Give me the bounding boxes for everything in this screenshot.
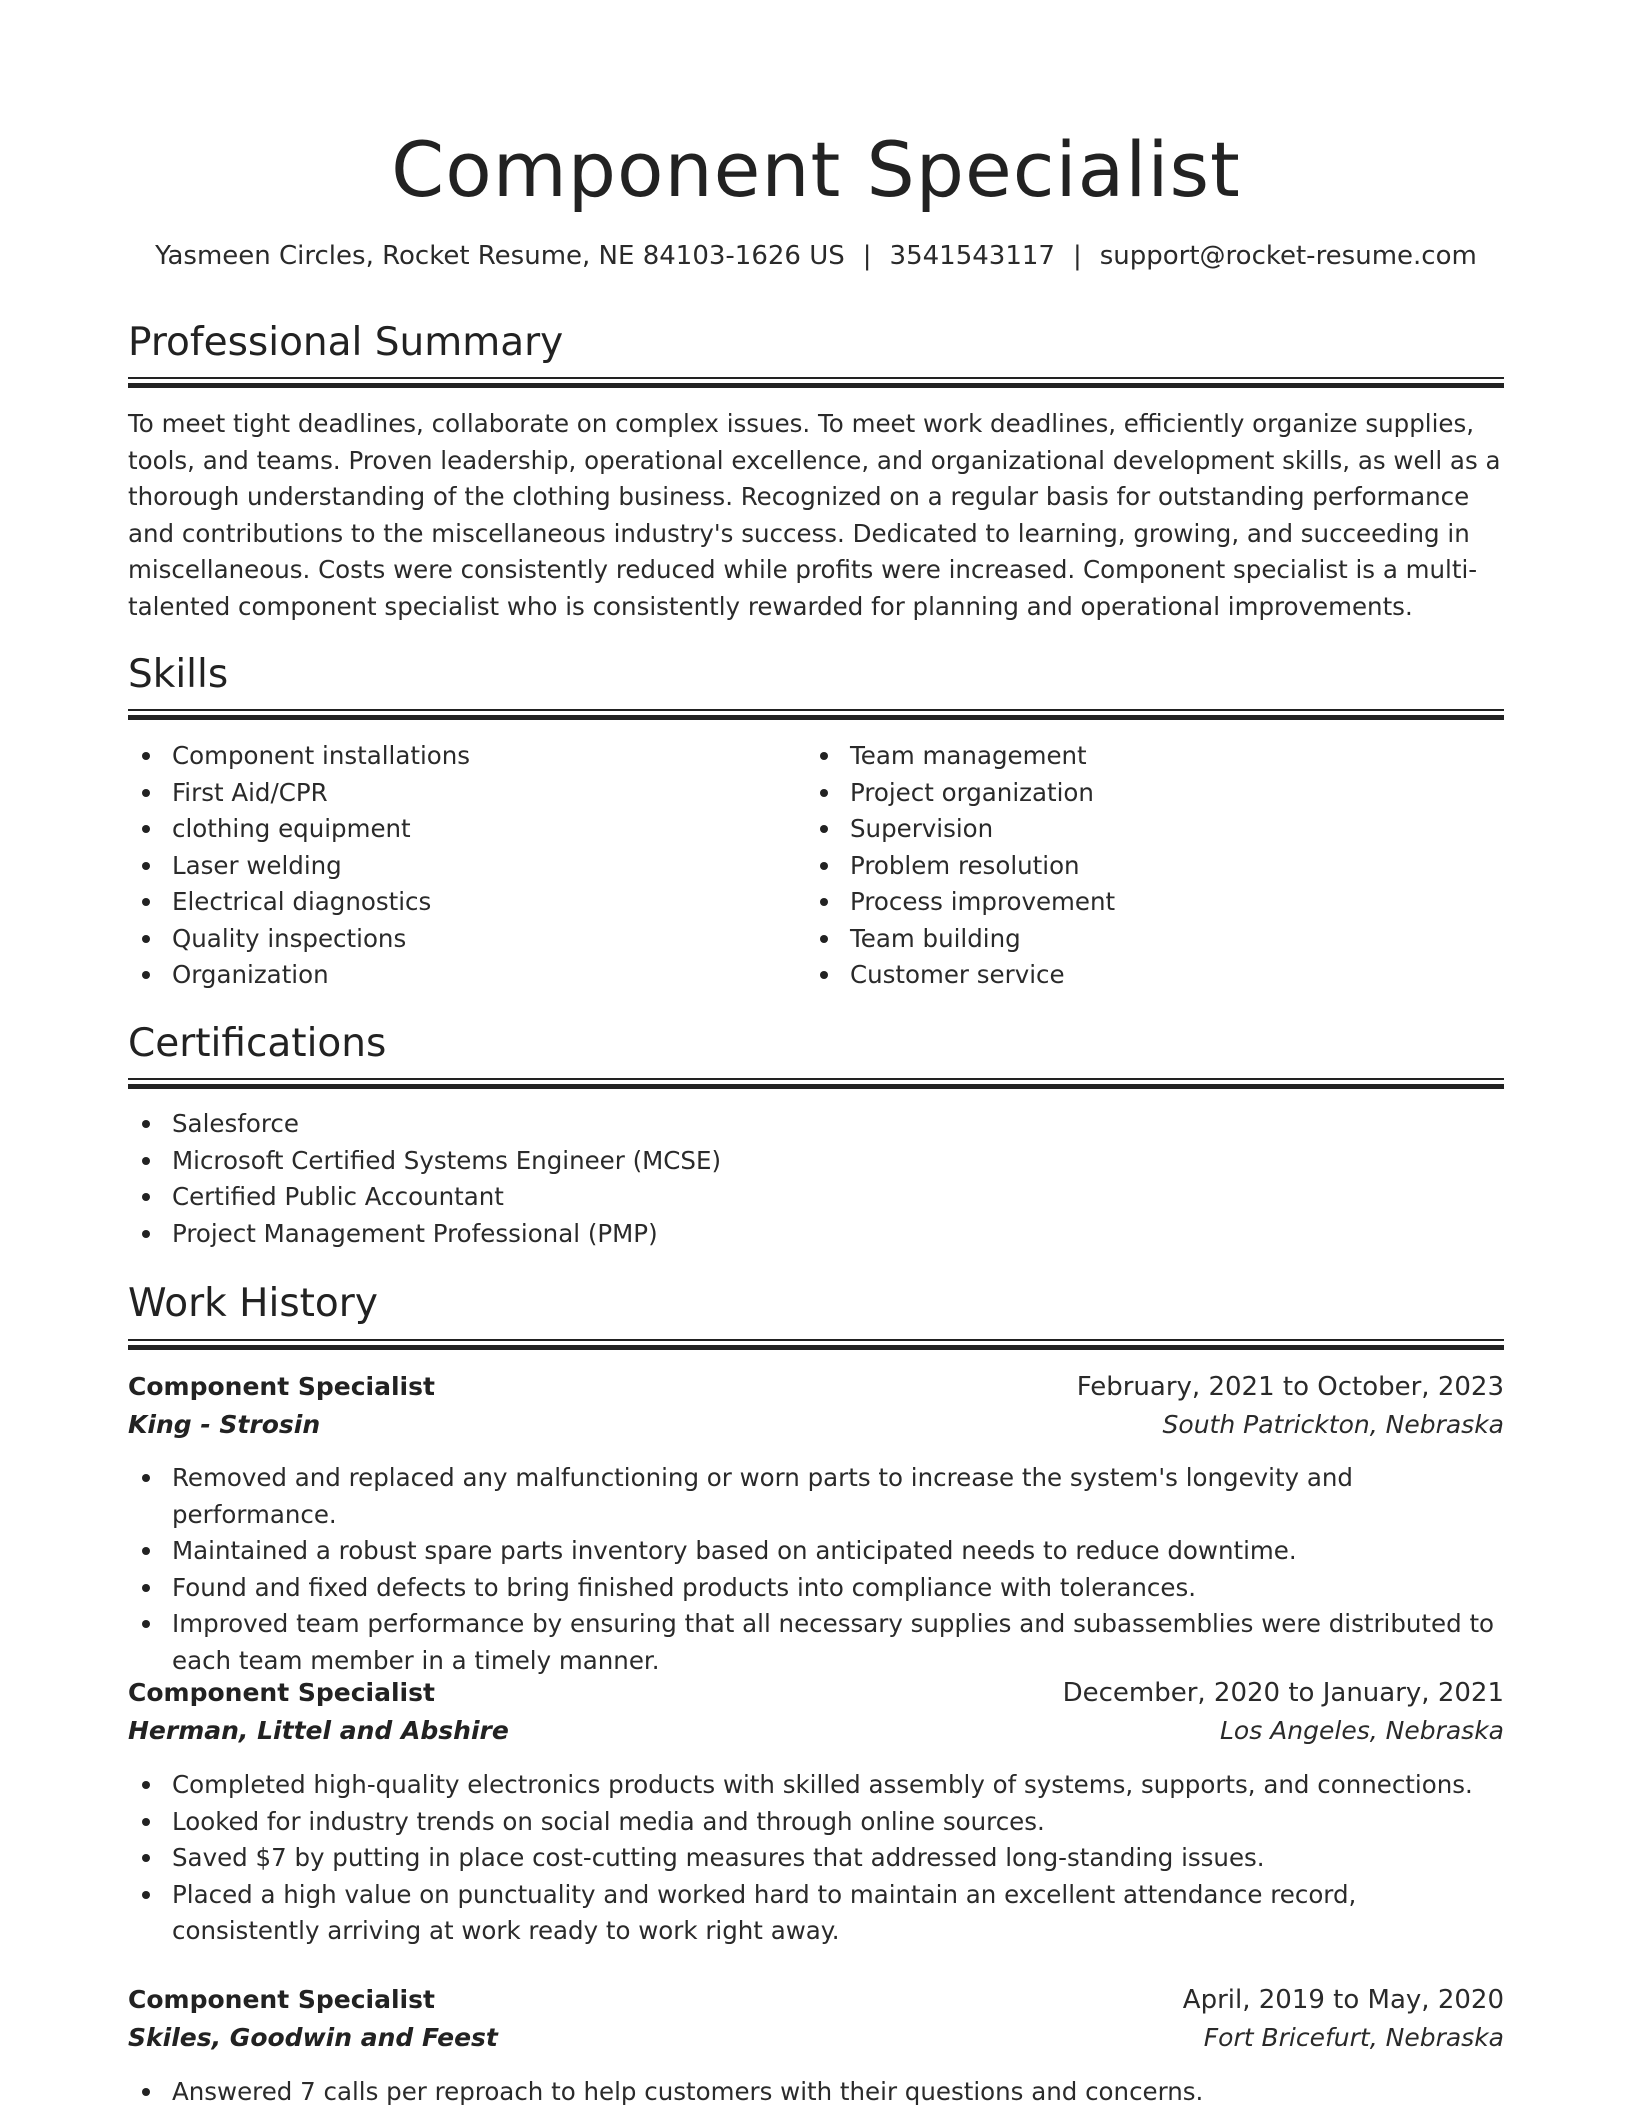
list-item: Answered 7 calls per reproach to help customers with their questions and concerns. bbox=[128, 2074, 1504, 2111]
certifications-heading: Certifications bbox=[128, 1021, 387, 1066]
list-item: Placed a high value on punctuality and worked hard to maintain an excellent attendance record, consistently arriving at work ready to work right away. bbox=[128, 1877, 1504, 1950]
job-location: South Patrickton, Nebraska bbox=[1162, 1410, 1504, 1439]
list-item: Looked for industry trends on social media and through online sources. bbox=[128, 1804, 1504, 1841]
job-title-row bbox=[128, 1368, 1504, 1406]
job-bullets bbox=[128, 1460, 1504, 1679]
job-bullets bbox=[128, 1767, 1504, 1950]
work-history-heading: Work History bbox=[128, 1281, 378, 1326]
list-item: Team building bbox=[806, 921, 1476, 958]
list-item: Process improvement bbox=[806, 884, 1476, 921]
job-company: Herman, Littel and Abshire bbox=[128, 1716, 509, 1745]
job-dates: April, 2019 to May, 2020 bbox=[1182, 1985, 1504, 2015]
list-item: Team management bbox=[806, 738, 1476, 775]
skills-left-column bbox=[128, 738, 798, 994]
skills-right-column bbox=[806, 738, 1476, 994]
list-item: First Aid/CPR bbox=[128, 775, 798, 812]
job-location: Fort Bricefurt, Nebraska bbox=[1203, 2023, 1504, 2052]
list-item: Supervision bbox=[806, 811, 1476, 848]
list-item: Customer service bbox=[806, 957, 1476, 994]
list-item: Project Management Professional (PMP) bbox=[128, 1216, 1504, 1253]
certifications-block bbox=[128, 1106, 1504, 1252]
certifications-list bbox=[128, 1106, 1504, 1252]
job-header bbox=[128, 1674, 1504, 1754]
contact-address: Yasmeen Circles, Rocket Resume, NE 84103-1626 US bbox=[155, 241, 845, 271]
summary-heading: Professional Summary bbox=[128, 320, 564, 365]
list-item: Completed high-quality electronics products with skilled assembly of systems, supports, and connections. bbox=[128, 1767, 1504, 1804]
contact-phone: 3541543117 bbox=[889, 241, 1055, 271]
list-item: Laser welding bbox=[128, 848, 798, 885]
job-bullet-list bbox=[128, 2074, 1504, 2111]
job-company-row bbox=[128, 1712, 1504, 1750]
list-item: Salesforce bbox=[128, 1106, 1504, 1143]
job-title: Component Specialist bbox=[128, 1372, 435, 1401]
job-bullet-list bbox=[128, 1767, 1504, 1950]
list-item: Improved team performance by ensuring that all necessary supplies and subassemblies were distributed to each team member in a timely manner. bbox=[128, 1606, 1504, 1679]
contact-separator: | bbox=[862, 241, 872, 271]
job-title-row bbox=[128, 1674, 1504, 1712]
summary-text: To meet tight deadlines, collaborate on complex issues. To meet work deadlines, efficiently organize supplies, tools, and teams. Proven leadership, operational excellence, and organizational development skills, as well as a thorough understanding of the clothing business. Recognized on a regular basis for outstanding performance and contributions to the miscellaneous industry's success. Dedicated to learning, growing, and succeeding in miscellaneous. Costs were consistently reduced while profits were increased. Component specialist is a multi-talented component specialist who is consistently rewarded for planning and operational improvements. bbox=[128, 409, 1501, 621]
job-company-row bbox=[128, 1406, 1504, 1444]
contact-separator: | bbox=[1072, 241, 1082, 271]
job-bullet-list bbox=[128, 1460, 1504, 1679]
job-title: Component Specialist bbox=[128, 1678, 435, 1707]
list-item: Quality inspections bbox=[128, 921, 798, 958]
list-item: Maintained a robust spare parts inventory based on anticipated needs to reduce downtime. bbox=[128, 1533, 1504, 1570]
job-title-row bbox=[128, 1981, 1504, 2019]
list-item: Found and fixed defects to bring finished products into compliance with tolerances. bbox=[128, 1570, 1504, 1607]
job-title: Component Specialist bbox=[128, 1985, 435, 2014]
contact-email: support@rocket-resume.com bbox=[1099, 241, 1477, 271]
list-item: Removed and replaced any malfunctioning or worn parts to increase the system's longevity and performance. bbox=[128, 1460, 1504, 1533]
list-item: Project organization bbox=[806, 775, 1476, 812]
certifications-divider bbox=[128, 1078, 1504, 1089]
job-dates: February, 2021 to October, 2023 bbox=[1076, 1372, 1504, 1402]
list-item: Electrical diagnostics bbox=[128, 884, 798, 921]
job-company: King - Strosin bbox=[128, 1410, 321, 1439]
job-bullets bbox=[128, 2074, 1504, 2111]
skills-left-list bbox=[128, 738, 798, 994]
job-company: Skiles, Goodwin and Feest bbox=[128, 2023, 498, 2052]
list-item: Certified Public Accountant bbox=[128, 1179, 1504, 1216]
list-item: Microsoft Certified Systems Engineer (MCSE) bbox=[128, 1143, 1504, 1180]
job-location: Los Angeles, Nebraska bbox=[1219, 1716, 1504, 1745]
summary-divider bbox=[128, 377, 1504, 388]
skills-divider bbox=[128, 709, 1504, 720]
list-item: Saved $7 by putting in place cost-cutting measures that addressed long-standing issues. bbox=[128, 1840, 1504, 1877]
list-item: clothing equipment bbox=[128, 811, 798, 848]
work-history-divider bbox=[128, 1339, 1504, 1350]
job-header bbox=[128, 1981, 1504, 2061]
job-dates: December, 2020 to January, 2021 bbox=[1062, 1678, 1504, 1708]
list-item: Problem resolution bbox=[806, 848, 1476, 885]
page-title: Component Specialist bbox=[391, 125, 1241, 214]
list-item: Component installations bbox=[128, 738, 798, 775]
job-header bbox=[128, 1368, 1504, 1448]
skills-heading: Skills bbox=[128, 652, 229, 697]
contact-line bbox=[128, 238, 1504, 274]
job-company-row bbox=[128, 2019, 1504, 2057]
list-item: Organization bbox=[128, 957, 798, 994]
skills-right-list bbox=[806, 738, 1476, 994]
